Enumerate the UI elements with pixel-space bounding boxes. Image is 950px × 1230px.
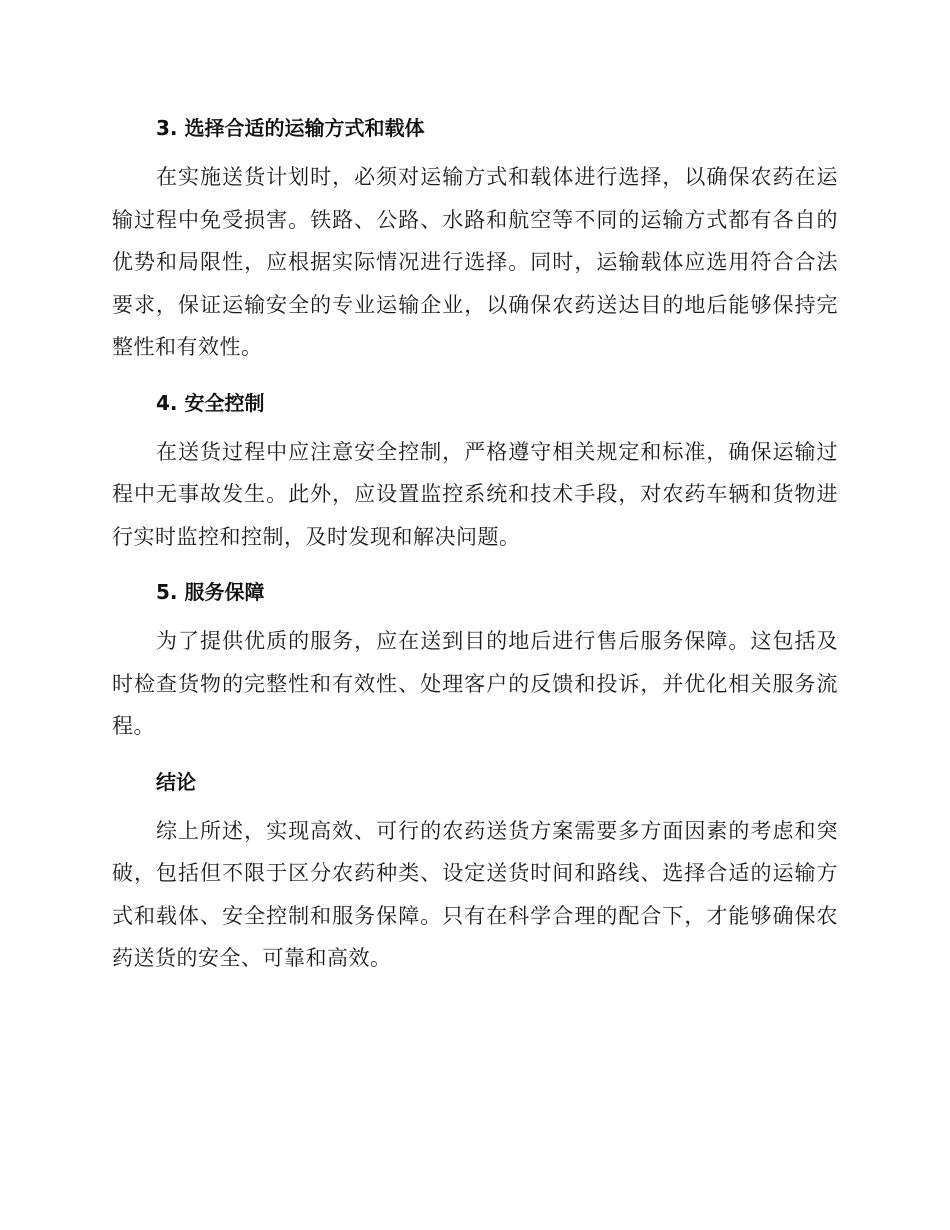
section-paragraph: 在实施送货计划时，必须对运输方式和载体进行选择，以确保农药在运输过程中免受损害。铁路、公路、水路和航空等不同的运输方式都有各自的优势和局限性，应根据实际情况进行选择。同时，运输载体应选用符合合法要求，保证运输安全的专业运输企业，以确保农药送达目的地后能够保持完整性和有效性。 bbox=[112, 165, 838, 359]
document-body bbox=[112, 108, 838, 994]
section-paragraph: 为了提供优质的服务，应在送到目的地后进行售后服务保障。这包括及时检查货物的完整性和有效性、处理客户的反馈和投诉，并优化相关服务流程。 bbox=[112, 629, 838, 738]
section-conclusion bbox=[112, 762, 838, 980]
section-heading: 结论 bbox=[156, 769, 196, 794]
section-heading: 4. 安全控制 bbox=[156, 390, 265, 415]
section-paragraph: 综上所述，实现高效、可行的农药送货方案需要多方面因素的考虑和突破，包括但不限于区分农药种类、设定送货时间和路线、选择合适的运输方式和载体、安全控制和服务保障。只有在科学合理的配合下，才能够确保农药送货的安全、可靠和高效。 bbox=[112, 818, 838, 970]
section-transport-mode bbox=[112, 108, 838, 369]
section-service-guarantee bbox=[112, 572, 838, 748]
section-safety-control bbox=[112, 383, 838, 559]
section-heading: 3. 选择合适的运输方式和载体 bbox=[156, 116, 425, 140]
section-paragraph: 在送货过程中应注意安全控制，严格遵守相关规定和标准，确保运输过程中无事故发生。此外，应设置监控系统和技术手段，对农药车辆和货物进行实时监控和控制，及时发现和解决问题。 bbox=[112, 439, 838, 549]
section-heading: 5. 服务保障 bbox=[156, 580, 265, 604]
